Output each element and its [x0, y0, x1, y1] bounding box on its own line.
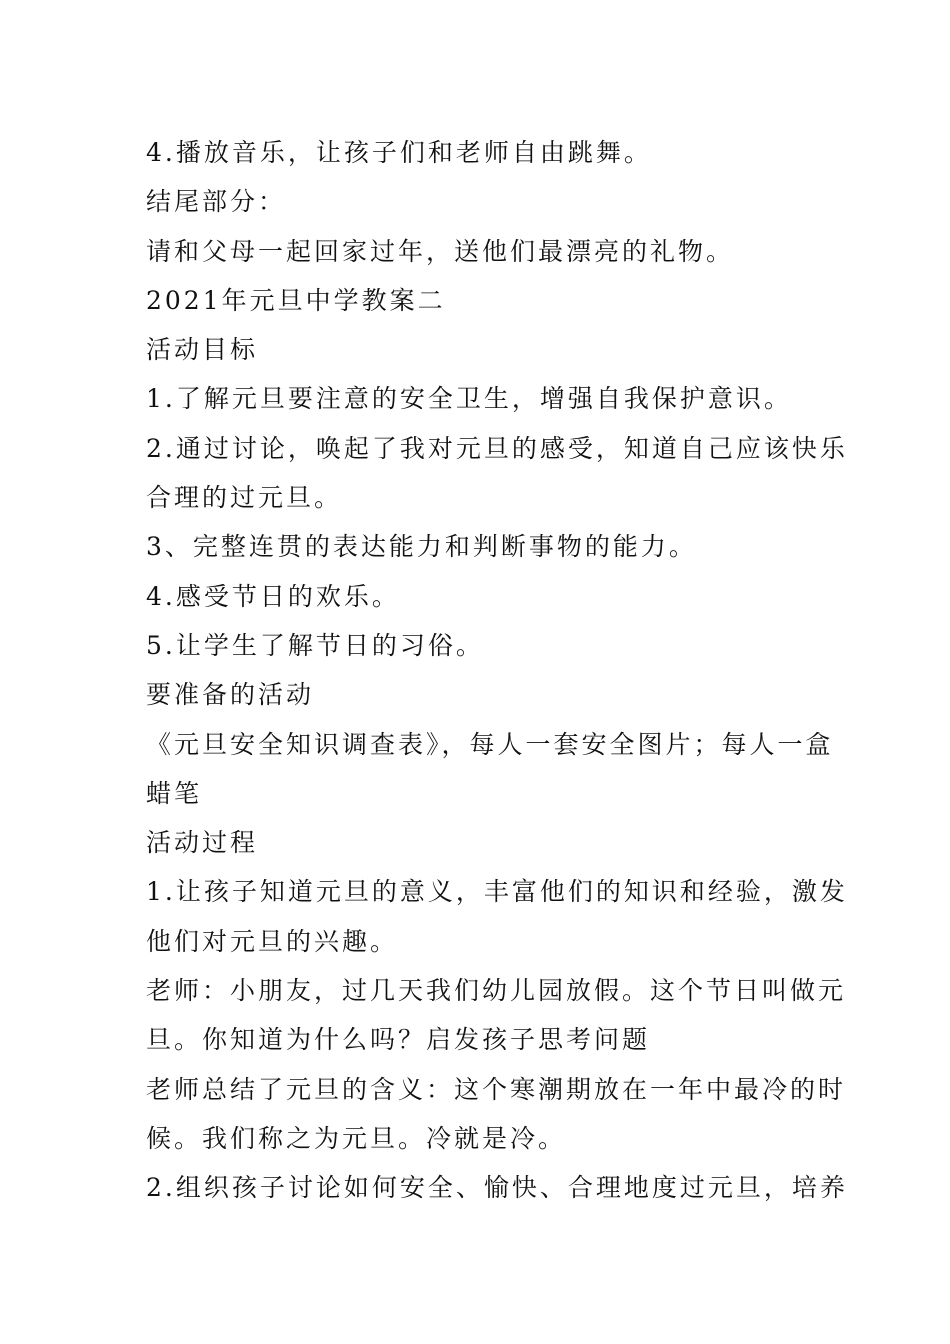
text-line: 5.让学生了解节日的习俗。: [146, 630, 484, 660]
text-line: 旦。你知道为什么吗？启发孩子思考问题: [146, 1025, 651, 1055]
document-body: [146, 128, 848, 1213]
text-line: 候。我们称之为元旦。冷就是冷。: [146, 1123, 567, 1153]
text-line: 老师：小朋友，过几天我们幼儿园放假。这个节日叫做元: [146, 976, 847, 1006]
section-heading: 活动目标: [146, 335, 259, 365]
section-heading: 活动过程: [146, 828, 259, 858]
text-line: 1.了解元旦要注意的安全卫生，增强自我保护意识。: [146, 384, 792, 414]
document-title: 2021年元旦中学教案二: [146, 285, 446, 315]
text-line: 1.让孩子知道元旦的意义，丰富他们的知识和经验，激发: [146, 877, 848, 907]
text-line: 请和父母一起回家过年，送他们最漂亮的礼物。: [146, 236, 735, 266]
text-line: 2.组织孩子讨论如何安全、愉快、合理地度过元旦，培养: [146, 1173, 848, 1203]
text-line: 4.播放音乐，让孩子们和老师自由跳舞。: [146, 138, 652, 167]
text-line: 他们对元旦的兴趣。: [146, 926, 399, 956]
text-line: 2.通过讨论，唤起了我对元旦的感受，知道自己应该快乐: [146, 433, 848, 463]
text-line: 蜡笔: [146, 778, 203, 808]
section-heading: 要准备的活动: [146, 680, 315, 710]
text-line: 合理的过元旦。: [146, 483, 343, 513]
text-line: 4.感受节日的欢乐。: [146, 581, 400, 611]
text-line: 老师总结了元旦的含义：这个寒潮期放在一年中最冷的时: [146, 1074, 847, 1104]
text-line: 《元旦安全知识调查表》，每人一套安全图片；每人一盒: [146, 729, 834, 759]
text-line: 3、完整连贯的表达能力和判断事物的能力。: [146, 532, 697, 562]
section-heading: 结尾部分：: [146, 187, 287, 217]
